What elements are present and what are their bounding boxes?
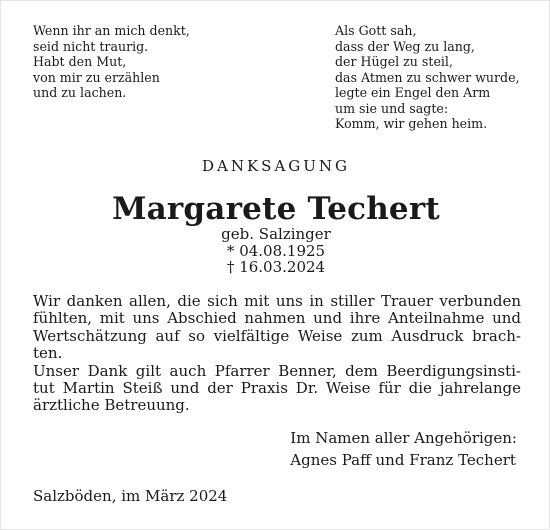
birth-date: * 04.08.1925 — [226, 241, 326, 260]
notice-heading: DANKSAGUNG — [201, 157, 351, 175]
poem-right-line: Als Gott sah, — [335, 23, 417, 38]
place-date: Salzböden, im März 2024 — [33, 487, 228, 505]
body-line: ärztliche Betreuung. — [33, 396, 190, 415]
poem-left — [33, 23, 190, 101]
signoff-line: Im Namen aller Angehörigen: — [290, 429, 517, 447]
poem-right-line: um sie und sagte: — [335, 100, 449, 116]
poem-right-line: dass der Weg zu lang, — [335, 38, 475, 54]
body-line: Wertschätzung auf so vielfältige Weise zum Ausdruck brach- — [33, 326, 521, 345]
poem-left-line: Wenn ihr an mich denkt, — [33, 23, 190, 38]
poem-left-line: von mir zu erzählen — [33, 69, 160, 85]
poem-left-line: und zu lachen. — [33, 85, 127, 100]
deceased-details — [1, 226, 550, 276]
body-line: fühlten, mit uns Abschied nahmen und ihre Anteilnahme und — [33, 309, 521, 328]
thank-you-text — [33, 293, 521, 415]
signoff — [290, 427, 517, 471]
poem-right — [335, 23, 520, 132]
poem-left-line: seid nicht traurig. — [33, 38, 149, 54]
poem-right-line: legte ein Engel den Arm — [335, 85, 491, 100]
birth-name: geb. Salzinger — [221, 225, 331, 243]
poem-left-line: Habt den Mut, — [33, 54, 127, 69]
body-line: Wir danken allen, die sich mit uns in stiller Trauer verbunden — [33, 292, 521, 310]
deceased-name: Margarete Techert — [112, 191, 440, 227]
poem-right-line: Komm, wir gehen heim. — [335, 116, 488, 131]
death-date: † 16.03.2024 — [226, 258, 326, 276]
poem-right-line: das Atmen zu schwer wurde, — [335, 69, 520, 85]
signoff-names: Agnes Paff und Franz Techert — [290, 451, 516, 469]
body-line: Unser Dank gilt auch Pfarrer Benner, dem Beerdigungsinsti- — [33, 361, 521, 380]
poem-right-line: der Hügel zu steil, — [335, 54, 453, 69]
body-line: ten. — [33, 344, 63, 363]
body-line: tut Martin Steiß und der Praxis Dr. Weise für die jahrelange — [33, 379, 521, 398]
